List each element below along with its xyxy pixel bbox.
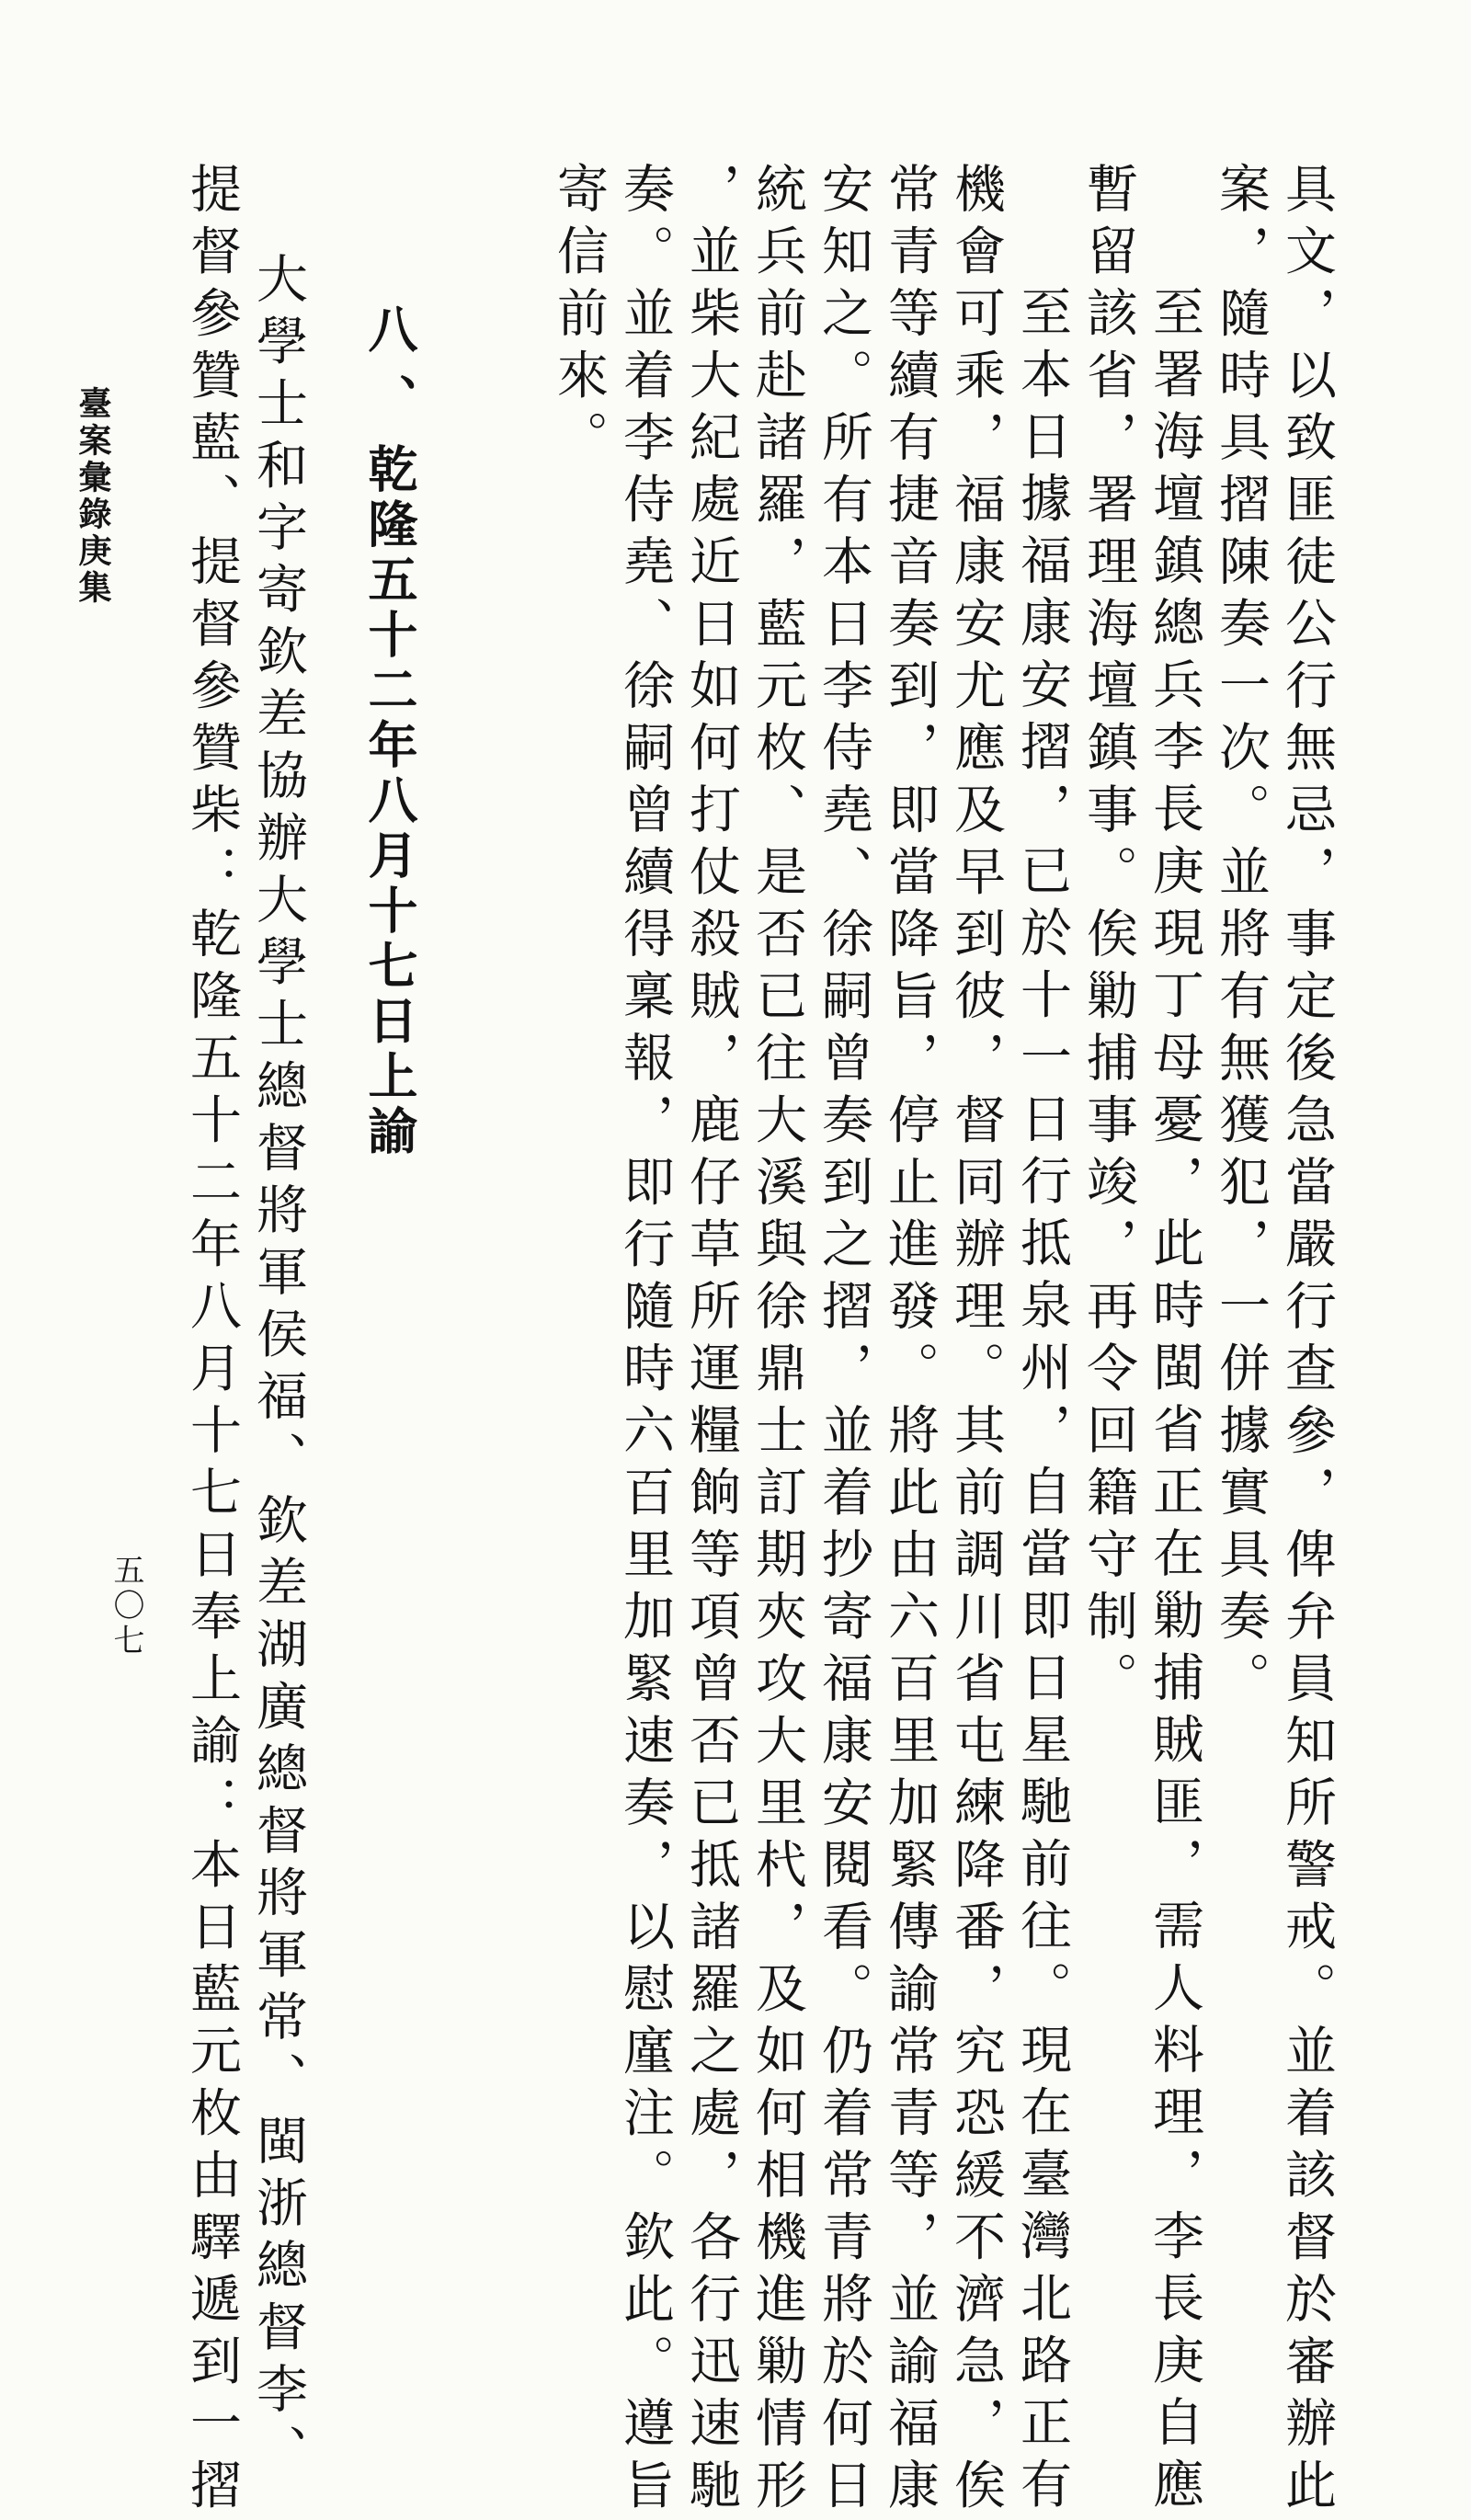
- text-column-9: 統兵前赴諸羅，藍元枚、是否已往大溪與徐鼎士訂期夾攻大里杙，及如何相機進勦情形: [747, 162, 807, 2520]
- text-column-10: ，並柴大紀處近日如何打仗殺賊，鹿仔草所運糧餉等項曾否已抵諸羅之處，各行迅速馳: [681, 162, 741, 2520]
- text-column-3: 至署海壇鎮總兵李長庚現丁母憂，此時閩省正在勦捕賊匪，需人料理，李長庚自應: [1145, 285, 1204, 2519]
- section-title: 乾隆五十二年八月十七日上諭: [360, 443, 418, 1160]
- text-column-11: 奏。並着李侍堯、徐嗣曾續得稟報，即行隨時六百里加緊速奏，以慰廑注。欽此。遵旨: [615, 162, 675, 2520]
- text-column-12: 寄信前來。: [549, 162, 609, 473]
- book-title: 臺案彙錄庚集: [74, 386, 111, 607]
- text-column-2: 案，隨時具摺陳奏一次。並將有無獲犯，一併據實具奏。: [1211, 162, 1271, 1714]
- text-column-4: 暫留該省，署理海壇鎮事。俟勦捕事竣，再令回籍守制。: [1078, 162, 1138, 1714]
- section-number: 八、: [360, 303, 418, 443]
- section-heading: [357, 303, 418, 1160]
- text-column-7: 常青等續有捷音奏到，即當降旨，停止進發。將此由六百里加緊傳諭常青等，並諭福康: [880, 162, 940, 2520]
- text-column-13: 大學士和字寄欽差協辦大學士總督將軍侯福、欽差湖廣總督將軍常、閩浙總督李、: [248, 252, 308, 2486]
- text-column-14: 提督參贊藍、提督參贊柴：乾隆五十二年八月十七日奉上諭：本日藍元枚由驛遞到一摺: [182, 162, 242, 2520]
- text-column-1: 具文，以致匪徒公行無忌，事定後急當嚴行查參，俾弁員知所警戒。並着該督於審辦此: [1277, 162, 1337, 2520]
- text-column-8: 安知之。所有本日李侍堯、徐嗣曾奏到之摺，並着抄寄福康安閱看。仍着常青將於何日: [814, 162, 873, 2520]
- page-number: 五〇七: [108, 1554, 144, 1659]
- text-column-6: 機會可乘，福康安尤應及早到彼，督同辦理。其前調川省屯練降番，究恐緩不濟急，俟: [946, 162, 1006, 2520]
- text-column-5: 至本日據福康安摺，已於十一日行抵泉州，自當即日星馳前往。現在臺灣北路正有: [1012, 285, 1072, 2519]
